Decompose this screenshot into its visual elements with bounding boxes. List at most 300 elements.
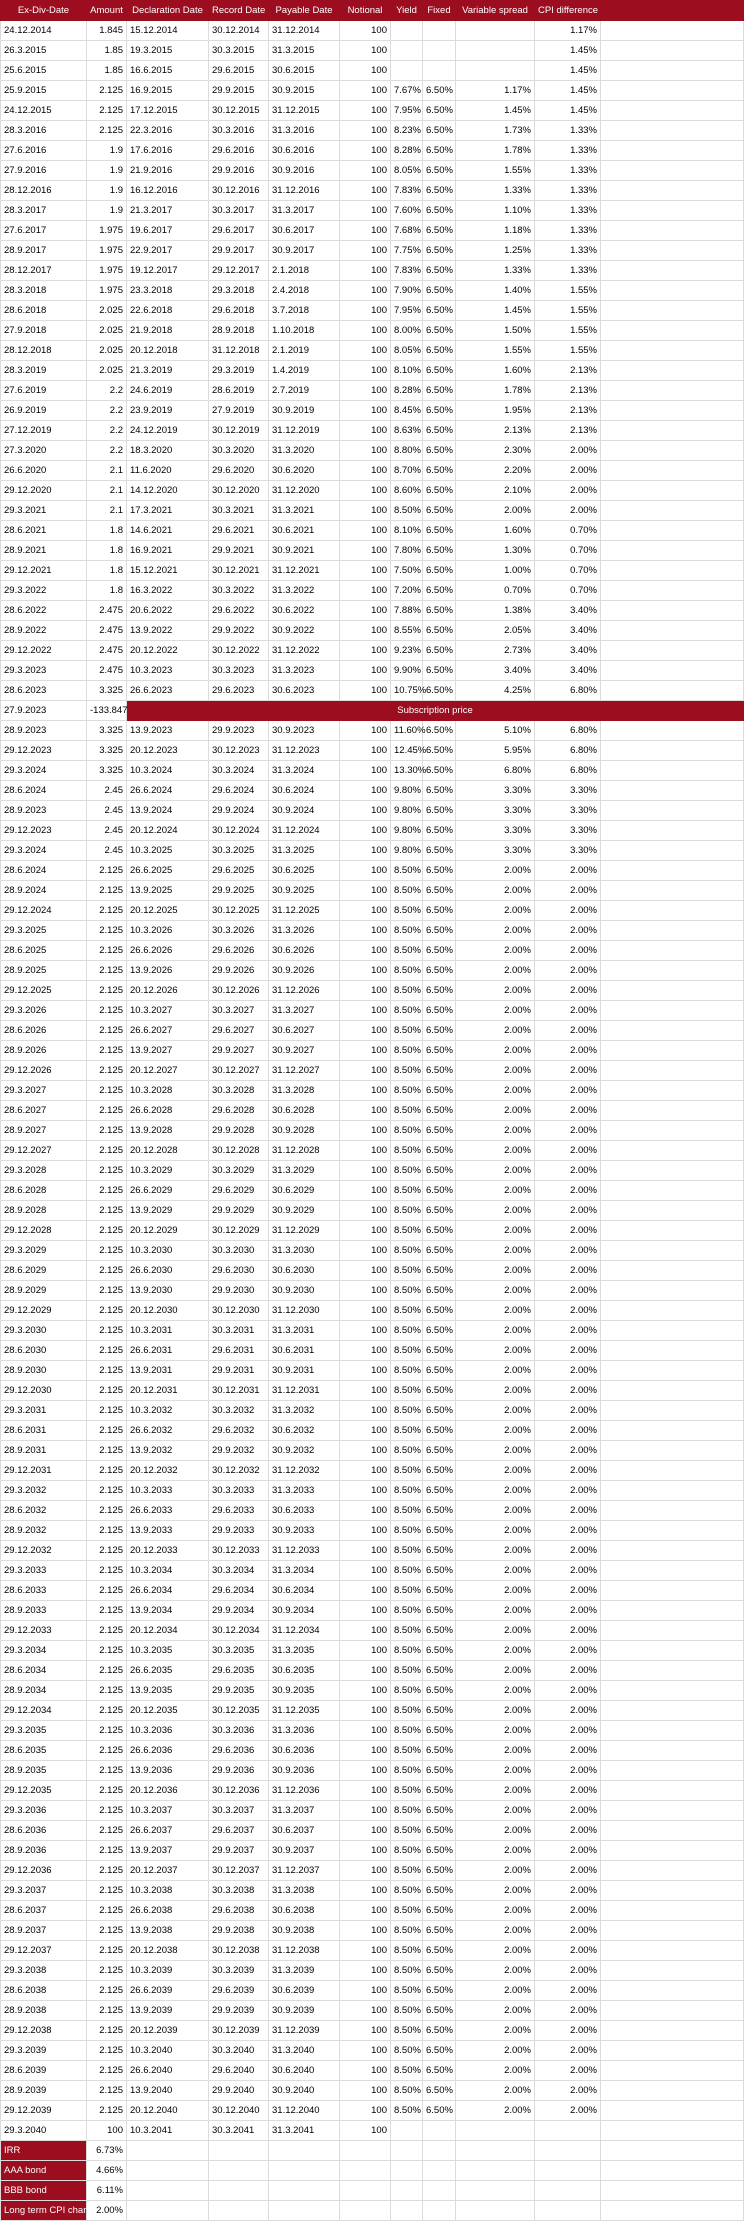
table-cell[interactable]: 30.9.2019 (269, 401, 340, 421)
table-cell[interactable]: 2.125 (87, 961, 127, 981)
table-cell[interactable]: 2.00% (535, 1321, 601, 1341)
table-cell-empty[interactable] (601, 1381, 744, 1401)
table-cell[interactable]: 2.125 (87, 2021, 127, 2041)
table-cell[interactable]: 100 (340, 361, 391, 381)
table-cell[interactable]: 31.12.2030 (269, 1301, 340, 1321)
table-cell[interactable]: 29.3.2032 (1, 1481, 87, 1501)
table-cell[interactable]: 1.33% (535, 121, 601, 141)
table-cell-empty[interactable] (127, 2141, 209, 2161)
table-cell-empty[interactable] (601, 2081, 744, 2101)
table-cell[interactable]: 26.6.2027 (127, 1021, 209, 1041)
table-cell[interactable]: 2.00% (456, 921, 535, 941)
table-cell-empty[interactable] (601, 981, 744, 1001)
table-cell[interactable]: 6.50% (423, 381, 456, 401)
table-cell[interactable]: 20.12.2035 (127, 1701, 209, 1721)
table-cell[interactable]: 2.00% (535, 1241, 601, 1261)
table-cell[interactable]: 29.12.2033 (1, 1621, 87, 1641)
table-cell[interactable]: 2.00% (535, 1081, 601, 1101)
table-cell[interactable]: 2.00% (456, 1721, 535, 1741)
table-cell-empty[interactable] (601, 341, 744, 361)
table-cell[interactable]: 2.00% (456, 961, 535, 981)
table-cell[interactable]: 8.50% (391, 1801, 423, 1821)
table-cell[interactable]: 10.3.2039 (127, 1961, 209, 1981)
table-cell[interactable]: 2.00% (456, 1481, 535, 1501)
table-cell-empty[interactable] (601, 2101, 744, 2121)
table-cell[interactable]: 31.12.2016 (269, 181, 340, 201)
table-cell[interactable]: 30.3.2028 (209, 1081, 269, 1101)
table-cell[interactable]: 6.50% (423, 821, 456, 841)
table-cell-empty[interactable] (601, 201, 744, 221)
table-cell[interactable]: 2.00% (456, 1401, 535, 1421)
table-cell[interactable]: 28.6.2036 (1, 1821, 87, 1841)
table-cell[interactable]: 23.9.2019 (127, 401, 209, 421)
table-cell-empty[interactable] (340, 2201, 391, 2221)
table-cell[interactable]: 2.125 (87, 1681, 127, 1701)
table-cell[interactable]: 100 (340, 1681, 391, 1701)
table-cell[interactable]: 6.50% (423, 1081, 456, 1101)
table-cell[interactable]: 20.12.2039 (127, 2021, 209, 2041)
table-cell[interactable]: 29.12.2025 (1, 981, 87, 1001)
table-cell-empty[interactable] (601, 2061, 744, 2081)
table-cell[interactable]: 100 (340, 1841, 391, 1861)
table-cell[interactable]: 28.6.2025 (1, 941, 87, 961)
table-cell-empty[interactable] (601, 1361, 744, 1381)
table-cell[interactable]: 1.8 (87, 581, 127, 601)
table-cell[interactable]: 1.4.2019 (269, 361, 340, 381)
table-cell[interactable]: 30.9.2028 (269, 1121, 340, 1141)
table-cell[interactable]: 20.12.2023 (127, 741, 209, 761)
table-cell[interactable]: 6.50% (423, 1401, 456, 1421)
table-cell[interactable]: 30.9.2025 (269, 881, 340, 901)
table-cell[interactable] (456, 2121, 535, 2141)
table-cell[interactable]: 2.00% (535, 461, 601, 481)
table-cell[interactable]: 8.50% (391, 1081, 423, 1101)
table-cell[interactable]: 8.60% (391, 481, 423, 501)
table-cell-empty[interactable] (601, 621, 744, 641)
table-cell[interactable]: 8.50% (391, 501, 423, 521)
table-cell[interactable]: 13.9.2039 (127, 2001, 209, 2021)
table-cell[interactable]: 8.50% (391, 1921, 423, 1941)
summary-value[interactable]: 6.73% (87, 2141, 127, 2161)
table-cell[interactable]: 2.45 (87, 801, 127, 821)
table-cell[interactable]: 8.50% (391, 1741, 423, 1761)
table-cell[interactable]: 24.12.2015 (1, 101, 87, 121)
table-cell[interactable]: 16.12.2016 (127, 181, 209, 201)
table-cell[interactable]: 29.6.2027 (209, 1021, 269, 1041)
table-cell[interactable]: 100 (340, 1721, 391, 1741)
table-cell[interactable]: 10.3.2034 (127, 1561, 209, 1581)
table-cell[interactable]: 2.00% (535, 1841, 601, 1861)
table-cell[interactable]: 100 (340, 581, 391, 601)
table-cell[interactable]: 1.85 (87, 41, 127, 61)
table-cell[interactable]: 100 (340, 1901, 391, 1921)
table-cell[interactable]: 30.12.2032 (209, 1461, 269, 1481)
table-cell[interactable]: 100 (340, 1041, 391, 1061)
table-cell[interactable]: 2.00% (535, 1301, 601, 1321)
table-cell[interactable]: 0.70% (535, 581, 601, 601)
table-cell[interactable]: 2.00% (456, 1581, 535, 1601)
table-cell[interactable]: 100 (340, 1181, 391, 1201)
table-cell[interactable]: 2.1 (87, 481, 127, 501)
table-cell[interactable]: 100 (340, 441, 391, 461)
table-cell[interactable]: 10.3.2024 (127, 761, 209, 781)
table-cell[interactable]: 30.12.2035 (209, 1701, 269, 1721)
table-cell-empty[interactable] (601, 1401, 744, 1421)
table-cell[interactable]: 30.3.2039 (209, 1961, 269, 1981)
table-cell[interactable]: 30.3.2027 (209, 1001, 269, 1021)
table-cell[interactable]: 2.00% (535, 1561, 601, 1581)
table-cell-empty[interactable] (601, 1221, 744, 1241)
table-cell[interactable]: 1.10.2018 (269, 321, 340, 341)
table-cell-empty[interactable] (601, 141, 744, 161)
table-cell[interactable]: 1.00% (456, 561, 535, 581)
table-cell[interactable]: 100 (340, 2041, 391, 2061)
table-cell[interactable]: 28.9.2035 (1, 1761, 87, 1781)
table-cell[interactable]: 2.00% (535, 1741, 601, 1761)
table-cell[interactable]: 30.6.2029 (269, 1181, 340, 1201)
table-cell[interactable]: 31.3.2036 (269, 1721, 340, 1741)
table-cell[interactable]: 29.9.2036 (209, 1761, 269, 1781)
table-cell[interactable]: 100 (340, 221, 391, 241)
table-cell[interactable]: 6.50% (423, 2081, 456, 2101)
table-cell[interactable]: 20.12.2040 (127, 2101, 209, 2121)
table-cell-empty[interactable] (601, 961, 744, 981)
table-cell[interactable]: 31.3.2034 (269, 1561, 340, 1581)
table-cell[interactable]: 100 (340, 201, 391, 221)
table-cell[interactable]: 6.50% (423, 281, 456, 301)
table-cell[interactable]: 8.50% (391, 921, 423, 941)
table-cell[interactable]: 6.50% (423, 901, 456, 921)
table-cell[interactable]: 6.50% (423, 741, 456, 761)
table-cell[interactable]: 2.00% (535, 1761, 601, 1781)
table-cell[interactable]: 1.33% (535, 261, 601, 281)
table-cell[interactable]: 25.9.2015 (1, 81, 87, 101)
table-cell[interactable]: 30.6.2030 (269, 1261, 340, 1281)
table-cell[interactable]: 100 (340, 101, 391, 121)
table-cell[interactable]: 2.125 (87, 1641, 127, 1661)
table-cell[interactable]: 26.6.2033 (127, 1501, 209, 1521)
table-cell[interactable]: 27.6.2017 (1, 221, 87, 241)
table-cell-empty[interactable] (601, 1441, 744, 1461)
table-cell[interactable]: 2.00% (535, 1201, 601, 1221)
table-cell-empty[interactable] (601, 1601, 744, 1621)
table-cell[interactable]: 15.12.2021 (127, 561, 209, 581)
table-cell[interactable]: 1.25% (456, 241, 535, 261)
table-cell[interactable]: 2.125 (87, 881, 127, 901)
table-cell-empty[interactable] (391, 2181, 423, 2201)
table-cell[interactable]: 28.9.2036 (1, 1841, 87, 1861)
table-cell[interactable]: 8.50% (391, 1421, 423, 1441)
table-cell[interactable]: 20.12.2025 (127, 901, 209, 921)
table-cell[interactable]: 29.3.2035 (1, 1721, 87, 1741)
table-cell[interactable]: 100 (340, 1781, 391, 1801)
table-cell[interactable]: 1.975 (87, 241, 127, 261)
table-cell-empty[interactable] (456, 2161, 535, 2181)
table-cell[interactable]: 2.125 (87, 2001, 127, 2021)
table-cell[interactable]: 1.8 (87, 541, 127, 561)
table-cell[interactable]: 31.3.2017 (269, 201, 340, 221)
table-cell[interactable]: 100 (340, 881, 391, 901)
table-cell[interactable]: 29.9.2016 (209, 161, 269, 181)
table-cell[interactable]: 2.00% (535, 1541, 601, 1561)
table-cell[interactable]: 1.78% (456, 141, 535, 161)
table-cell[interactable]: 100 (340, 561, 391, 581)
table-cell[interactable]: 13.9.2031 (127, 1361, 209, 1381)
table-cell[interactable]: 30.6.2031 (269, 1341, 340, 1361)
table-cell[interactable]: 6.50% (423, 2001, 456, 2021)
table-cell[interactable]: 1.55% (535, 281, 601, 301)
table-cell-empty[interactable] (209, 2201, 269, 2221)
table-cell[interactable]: 8.28% (391, 141, 423, 161)
table-cell[interactable]: 13.9.2038 (127, 1921, 209, 1941)
table-cell[interactable]: 2.125 (87, 1001, 127, 1021)
table-cell[interactable]: 13.9.2028 (127, 1121, 209, 1141)
table-cell[interactable]: 31.3.2028 (269, 1081, 340, 1101)
table-cell[interactable]: 6.50% (423, 81, 456, 101)
table-cell[interactable]: 2.125 (87, 1041, 127, 1061)
table-cell[interactable]: 2.475 (87, 621, 127, 641)
table-cell[interactable]: 31.3.2041 (269, 2121, 340, 2141)
table-cell[interactable]: 8.50% (391, 1441, 423, 1461)
table-cell[interactable]: 7.95% (391, 301, 423, 321)
table-cell[interactable]: 100 (340, 1601, 391, 1621)
table-cell-empty[interactable] (601, 501, 744, 521)
table-cell[interactable]: 6.50% (423, 1481, 456, 1501)
table-cell[interactable]: 6.50% (423, 241, 456, 261)
table-cell[interactable]: 6.50% (423, 661, 456, 681)
table-cell-empty[interactable] (601, 1181, 744, 1201)
table-cell-empty[interactable] (601, 1841, 744, 1861)
table-cell[interactable]: 28.6.2035 (1, 1741, 87, 1761)
table-cell-empty[interactable] (601, 1881, 744, 1901)
table-cell[interactable]: 8.50% (391, 1341, 423, 1361)
table-cell[interactable]: 2.125 (87, 2101, 127, 2121)
table-cell[interactable]: 28.6.2021 (1, 521, 87, 541)
table-cell[interactable]: 1.60% (456, 521, 535, 541)
table-cell[interactable]: 3.30% (456, 821, 535, 841)
header-record-date[interactable]: Record Date (209, 1, 269, 21)
table-cell[interactable]: 6.50% (423, 1281, 456, 1301)
table-cell-empty[interactable] (601, 801, 744, 821)
table-cell[interactable]: 100 (340, 341, 391, 361)
table-cell[interactable]: 8.50% (391, 1261, 423, 1281)
table-cell[interactable]: 30.12.2021 (209, 561, 269, 581)
table-cell[interactable]: 29.3.2036 (1, 1801, 87, 1821)
table-cell[interactable]: 100 (340, 121, 391, 141)
table-cell[interactable]: 29.9.2039 (209, 2001, 269, 2021)
table-cell[interactable]: 24.12.2019 (127, 421, 209, 441)
table-cell[interactable]: 30.3.2023 (209, 661, 269, 681)
table-cell[interactable]: 2.45 (87, 841, 127, 861)
table-cell[interactable]: 2.7.2019 (269, 381, 340, 401)
table-cell[interactable]: 8.80% (391, 441, 423, 461)
table-cell[interactable]: 1.73% (456, 121, 535, 141)
table-cell[interactable]: 6.50% (423, 1681, 456, 1701)
table-cell[interactable]: 8.50% (391, 1761, 423, 1781)
table-cell[interactable]: 100 (340, 1421, 391, 1441)
table-cell[interactable]: 30.3.2016 (209, 121, 269, 141)
table-cell[interactable]: 2.125 (87, 121, 127, 141)
table-cell[interactable]: 31.12.2015 (269, 101, 340, 121)
table-cell[interactable]: 2.00% (456, 1001, 535, 1021)
table-cell[interactable]: 2.125 (87, 1261, 127, 1281)
table-cell[interactable] (423, 61, 456, 81)
table-cell[interactable]: 8.50% (391, 1781, 423, 1801)
table-cell[interactable]: 29.12.2031 (1, 1461, 87, 1481)
table-cell[interactable]: 2.00% (535, 1681, 601, 1701)
table-cell[interactable]: 29.6.2016 (209, 141, 269, 161)
table-cell[interactable]: 2.00% (456, 2021, 535, 2041)
table-cell[interactable]: 2.45 (87, 821, 127, 841)
table-cell-empty[interactable] (601, 1781, 744, 1801)
table-cell[interactable]: 2.125 (87, 1121, 127, 1141)
table-cell[interactable]: 100 (340, 181, 391, 201)
table-cell-empty[interactable] (601, 1681, 744, 1701)
table-cell[interactable]: 8.50% (391, 1321, 423, 1341)
table-cell[interactable]: 2.00% (535, 901, 601, 921)
table-cell[interactable]: 2.125 (87, 1441, 127, 1461)
table-cell[interactable]: 3.325 (87, 741, 127, 761)
table-cell[interactable]: 1.33% (456, 261, 535, 281)
table-cell[interactable]: 100 (340, 401, 391, 421)
table-cell[interactable]: 3.30% (535, 781, 601, 801)
table-cell[interactable]: 6.50% (423, 1221, 456, 1241)
table-cell[interactable]: 29.12.2020 (1, 481, 87, 501)
table-cell[interactable]: 2.00% (535, 981, 601, 1001)
table-cell[interactable]: 2.00% (535, 1901, 601, 1921)
table-cell[interactable]: 6.50% (423, 961, 456, 981)
table-cell[interactable]: 6.50% (423, 921, 456, 941)
table-cell[interactable]: 100 (340, 1121, 391, 1141)
table-cell[interactable]: 27.3.2020 (1, 441, 87, 461)
table-cell[interactable]: 2.125 (87, 1581, 127, 1601)
table-cell[interactable]: 2.00% (535, 441, 601, 461)
table-cell[interactable]: 2.2 (87, 441, 127, 461)
table-cell[interactable]: 8.50% (391, 901, 423, 921)
table-cell[interactable]: 2.125 (87, 921, 127, 941)
table-cell-empty[interactable] (601, 301, 744, 321)
table-cell[interactable]: 7.80% (391, 541, 423, 561)
table-cell[interactable]: 9.80% (391, 821, 423, 841)
table-cell[interactable]: 8.50% (391, 2021, 423, 2041)
table-cell[interactable]: 1.33% (535, 141, 601, 161)
table-cell[interactable]: 1.78% (456, 381, 535, 401)
table-cell-empty[interactable] (423, 2181, 456, 2201)
table-cell[interactable]: 30.6.2026 (269, 941, 340, 961)
table-cell[interactable]: 19.12.2017 (127, 261, 209, 281)
table-cell[interactable]: 2.125 (87, 1381, 127, 1401)
table-cell[interactable]: 2.125 (87, 1321, 127, 1341)
table-cell[interactable]: 2.00% (456, 1361, 535, 1381)
table-cell[interactable]: 6.50% (423, 521, 456, 541)
table-cell[interactable]: 2.125 (87, 1881, 127, 1901)
table-cell[interactable]: 3.40% (535, 601, 601, 621)
table-cell[interactable]: 2.00% (456, 1861, 535, 1881)
table-cell[interactable]: 100 (340, 961, 391, 981)
table-cell[interactable]: 6.50% (423, 1361, 456, 1381)
table-cell[interactable]: 20.12.2026 (127, 981, 209, 1001)
table-cell[interactable]: 28.9.2028 (1, 1201, 87, 1221)
table-cell[interactable]: 29.12.2027 (1, 1141, 87, 1161)
table-cell[interactable]: 30.3.2035 (209, 1641, 269, 1661)
table-cell[interactable]: 26.3.2015 (1, 41, 87, 61)
table-cell[interactable]: 100 (340, 2101, 391, 2121)
table-cell[interactable]: 8.50% (391, 1841, 423, 1861)
table-cell[interactable]: 6.50% (423, 1321, 456, 1341)
table-cell-empty[interactable] (601, 1301, 744, 1321)
table-cell[interactable]: 7.90% (391, 281, 423, 301)
table-cell[interactable]: 100 (340, 2121, 391, 2141)
table-cell[interactable]: 100 (340, 1201, 391, 1221)
table-cell[interactable]: 2.00% (535, 1701, 601, 1721)
table-cell[interactable]: 5.95% (456, 741, 535, 761)
table-cell[interactable]: 30.6.2038 (269, 1901, 340, 1921)
table-cell[interactable]: 2.00% (535, 501, 601, 521)
table-cell[interactable]: 8.50% (391, 2101, 423, 2121)
table-cell[interactable]: 13.9.2026 (127, 961, 209, 981)
table-cell[interactable]: 31.3.2029 (269, 1161, 340, 1181)
table-cell[interactable]: 2.125 (87, 2081, 127, 2101)
table-cell[interactable]: 2.00% (456, 861, 535, 881)
header-declaration-date[interactable]: Declaration Date (127, 1, 209, 21)
table-cell[interactable]: 29.6.2024 (209, 781, 269, 801)
table-cell[interactable]: 100 (340, 1481, 391, 1501)
table-cell[interactable]: 2.125 (87, 1861, 127, 1881)
table-cell[interactable]: 13.9.2035 (127, 1681, 209, 1701)
table-cell[interactable]: 29.9.2031 (209, 1361, 269, 1381)
table-cell[interactable]: 31.12.2037 (269, 1861, 340, 1881)
table-cell[interactable]: 29.9.2015 (209, 81, 269, 101)
table-cell[interactable]: 1.85 (87, 61, 127, 81)
table-cell[interactable]: 8.50% (391, 1501, 423, 1521)
table-cell[interactable]: 29.12.2038 (1, 2021, 87, 2041)
table-cell-empty[interactable] (601, 2041, 744, 2061)
table-cell[interactable]: 3.40% (535, 661, 601, 681)
table-cell[interactable]: 2.475 (87, 641, 127, 661)
table-cell[interactable]: 28.9.2038 (1, 2001, 87, 2021)
table-cell[interactable]: 2.1.2018 (269, 261, 340, 281)
table-cell[interactable]: 31.12.2040 (269, 2101, 340, 2121)
table-cell-empty[interactable] (269, 2181, 340, 2201)
table-cell[interactable] (391, 61, 423, 81)
table-cell[interactable]: 100 (340, 1241, 391, 1261)
table-cell[interactable]: 100 (340, 1061, 391, 1081)
table-cell[interactable]: 100 (340, 1541, 391, 1561)
table-cell-empty[interactable] (601, 941, 744, 961)
table-cell[interactable]: 9.80% (391, 841, 423, 861)
table-cell[interactable]: 30.12.2015 (209, 101, 269, 121)
table-cell[interactable]: 2.125 (87, 1341, 127, 1361)
table-cell[interactable]: 28.6.2028 (1, 1181, 87, 1201)
table-cell[interactable]: 30.9.2034 (269, 1601, 340, 1621)
table-cell[interactable]: 2.00% (535, 1521, 601, 1541)
table-cell[interactable]: 11.60% (391, 721, 423, 741)
table-cell[interactable]: 2.00% (456, 1761, 535, 1781)
table-cell[interactable]: 100 (340, 1081, 391, 1101)
table-cell[interactable]: 29.3.2021 (1, 501, 87, 521)
table-cell[interactable]: 30.9.2021 (269, 541, 340, 561)
table-cell[interactable]: 8.50% (391, 2041, 423, 2061)
table-cell[interactable]: 6.50% (423, 401, 456, 421)
table-cell-empty[interactable] (601, 1701, 744, 1721)
table-cell[interactable]: 30.9.2016 (269, 161, 340, 181)
table-cell[interactable]: 8.50% (391, 1541, 423, 1561)
table-cell[interactable]: 8.50% (391, 1561, 423, 1581)
table-cell[interactable]: 2.00% (535, 1061, 601, 1081)
table-cell[interactable]: 13.9.2027 (127, 1041, 209, 1061)
table-cell[interactable]: 30.12.2033 (209, 1541, 269, 1561)
table-cell[interactable]: 10.3.2029 (127, 1161, 209, 1181)
